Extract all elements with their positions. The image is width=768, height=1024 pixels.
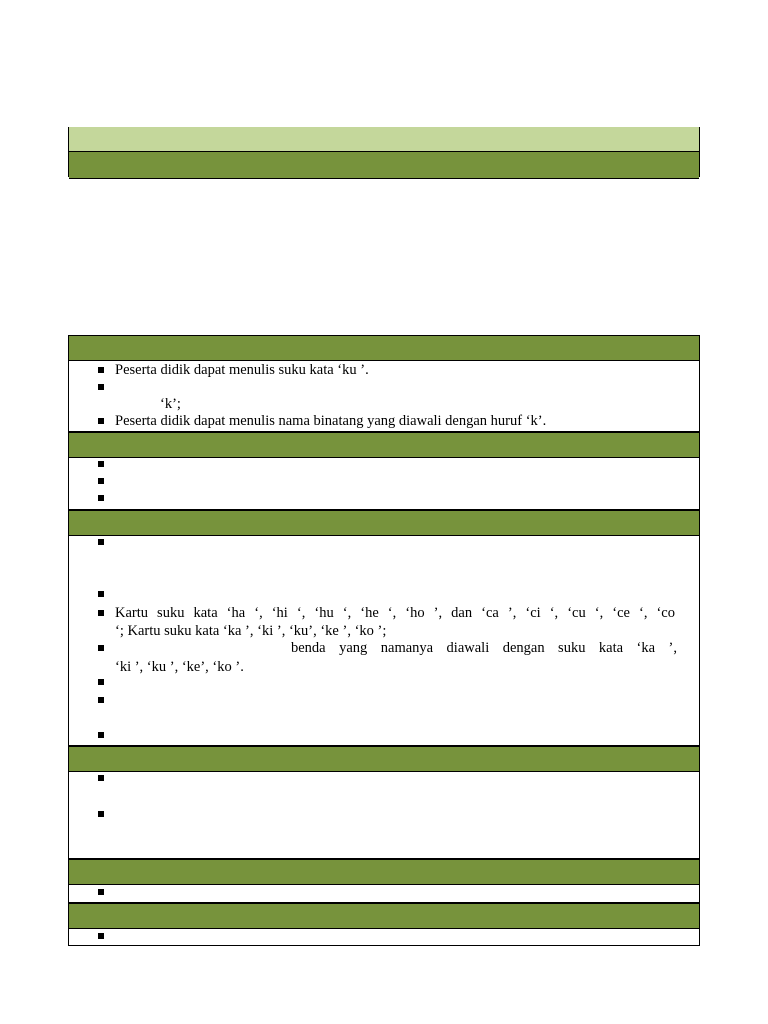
bullet-icon	[98, 645, 104, 651]
list-item-benda	[69, 639, 699, 657]
list-item	[69, 674, 699, 691]
section-header-6	[68, 903, 700, 929]
list-item	[69, 475, 699, 492]
continuation-text: ‘k’;	[160, 396, 181, 412]
bullet-icon	[98, 697, 104, 703]
bullet-icon	[98, 610, 104, 616]
list-item	[69, 929, 699, 945]
list-item	[69, 458, 699, 475]
list-item-text: Peserta didik dapat menulis suku kata ‘ku ’.	[115, 362, 369, 378]
list-item-text: benda yang namanya diawali dengan suku kata ‘ka ’,	[291, 640, 677, 656]
list-item	[69, 727, 699, 744]
continuation-text: ‘ki ’, ‘ku ’, ‘ke’, ‘ko ’.	[115, 659, 244, 675]
section-header-media	[68, 510, 700, 536]
bullet-icon	[98, 461, 104, 467]
list-item-text: Peserta didik dapat menulis nama binatang yang diawali dengan huruf ‘k’.	[115, 413, 547, 429]
bullet-icon	[98, 495, 104, 501]
list-item	[69, 536, 699, 553]
bullet-icon	[98, 384, 104, 390]
title-band-light	[69, 127, 699, 151]
section-body-4	[68, 772, 700, 859]
bullet-icon	[98, 591, 104, 597]
list-item	[69, 885, 699, 902]
continuation-text: ‘; Kartu suku kata ‘ka ’, ‘ki ’, ‘ku’, ‘ke ’, ‘ko ’;	[115, 623, 387, 639]
list-item	[69, 361, 699, 379]
list-item-text: Kartu suku kata ‘ha ‘, ‘hi ‘, ‘hu ‘, ‘he ‘, ‘ho ’, dan ‘ca ’, ‘ci ‘, ‘cu ‘, ‘ce ‘, ‘co	[115, 605, 675, 621]
section-body-5	[68, 885, 700, 903]
section-body-media	[68, 536, 700, 746]
bullet-icon	[98, 679, 104, 685]
list-item	[69, 772, 699, 789]
section-header-4	[68, 746, 700, 772]
bullet-icon	[98, 889, 104, 895]
bullet-icon	[98, 367, 104, 373]
list-item	[69, 588, 699, 605]
bullet-icon	[98, 478, 104, 484]
section-header-objectives	[68, 335, 700, 361]
list-item	[69, 692, 699, 709]
section-body-6	[68, 929, 700, 946]
bullet-icon	[98, 539, 104, 545]
section-header-2	[68, 432, 700, 458]
section-body-2	[68, 458, 700, 510]
list-item	[69, 808, 699, 825]
list-item	[69, 412, 699, 430]
list-item	[69, 492, 699, 509]
section-header-5	[68, 859, 700, 885]
bullet-icon	[98, 732, 104, 738]
title-band	[68, 127, 700, 177]
list-item-continuation	[69, 622, 699, 640]
list-item	[69, 378, 699, 396]
list-item-continuation	[69, 395, 699, 413]
bullet-icon	[98, 418, 104, 424]
bullet-icon	[98, 775, 104, 781]
bullet-icon	[98, 933, 104, 939]
list-item-kartu	[69, 604, 699, 622]
bullet-icon	[98, 811, 104, 817]
section-body-objectives	[68, 361, 700, 432]
title-band-dark	[69, 151, 699, 179]
